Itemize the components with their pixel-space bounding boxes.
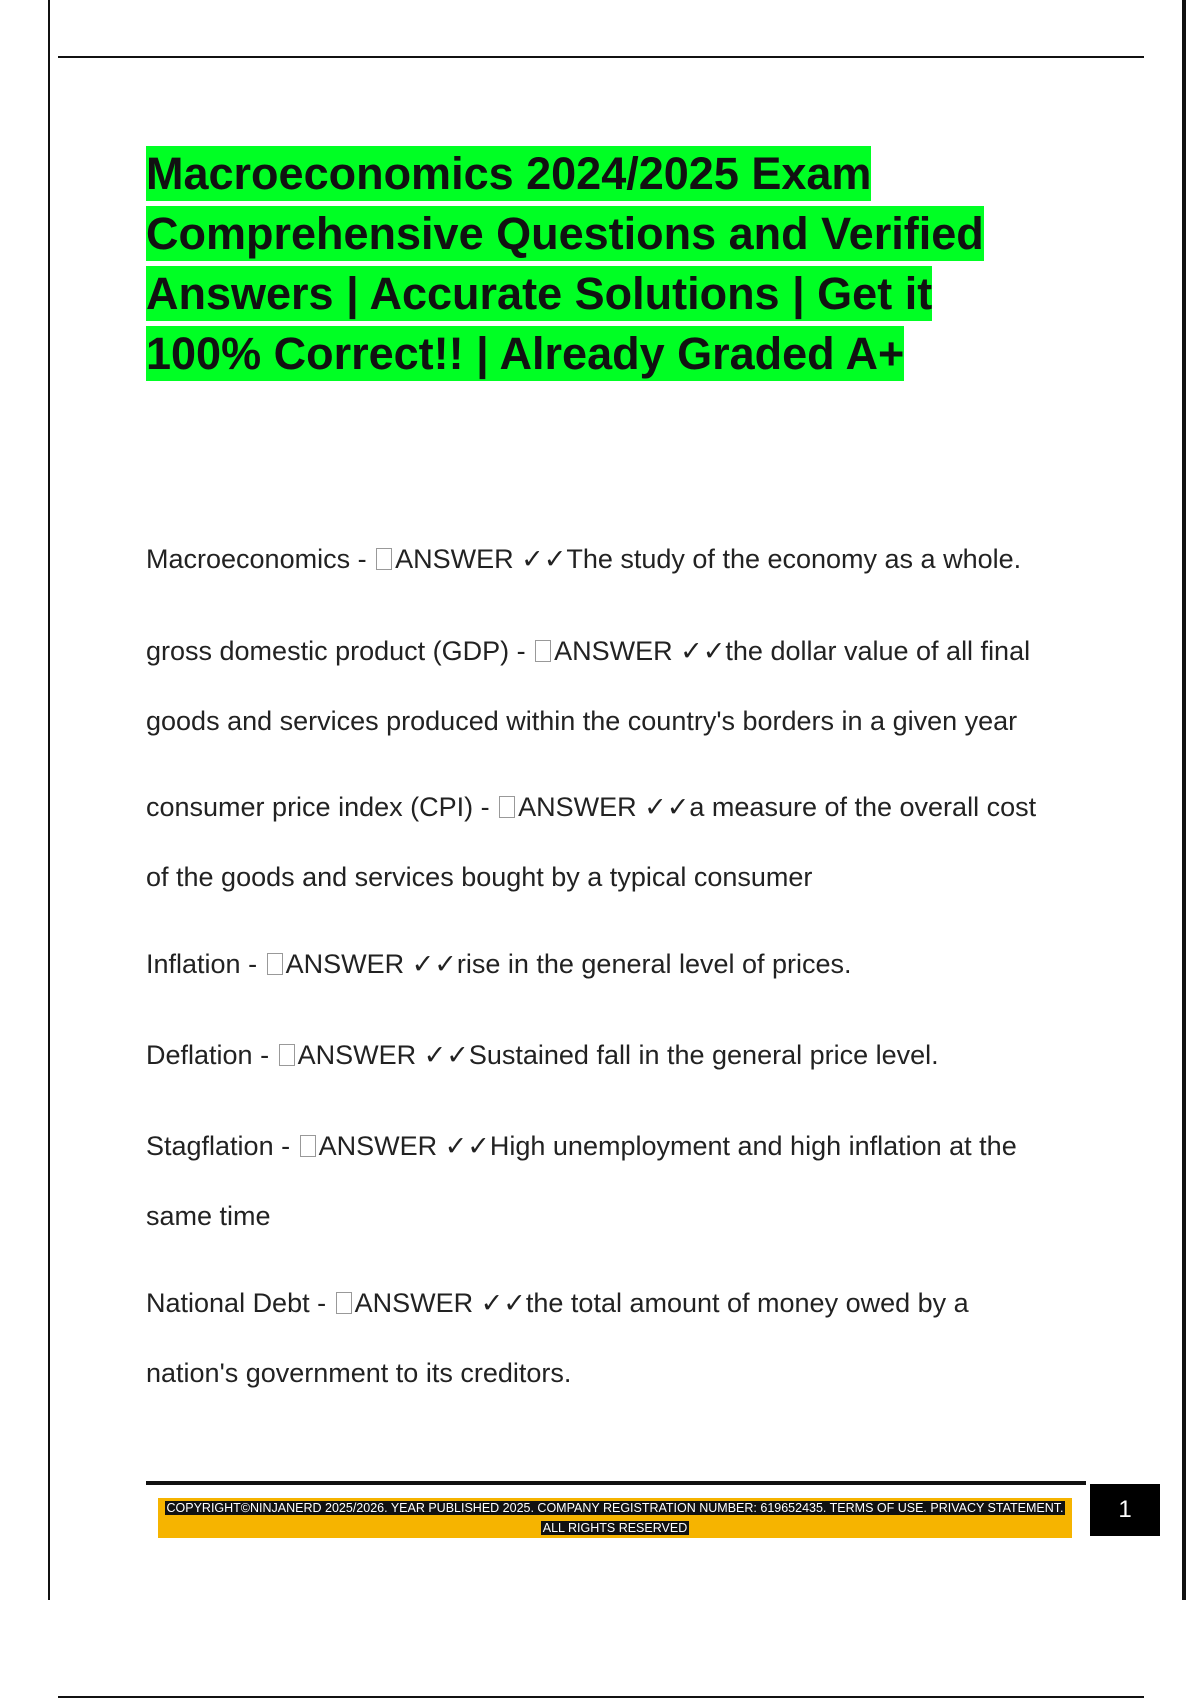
answer-label: ANSWER [518, 792, 637, 822]
qa-entry-deflation: Deflation - ANSWER ✓✓Sustained fall in the general price level. [146, 1040, 939, 1070]
title-line: 100% Correct!! | Already Graded A+ [146, 328, 905, 379]
entry-answer: High unemployment and high inflation at the [489, 1131, 1017, 1161]
qa-entry-stagflation: Stagflation - ANSWER ✓✓High unemployment and high inflation at the same time [146, 1131, 1017, 1231]
entry-term: Deflation [146, 1040, 253, 1070]
answer-label: ANSWER [554, 636, 673, 666]
entry-term: Inflation [146, 949, 241, 979]
document-title [146, 144, 1106, 384]
double-check-icon: ✓✓ [521, 544, 567, 574]
missing-glyph-icon [279, 1044, 295, 1066]
entry-answer-cont: goods and services produced within the country's borders in a given year [146, 706, 1018, 736]
qa-entry-national-debt: National Debt - ANSWER ✓✓the total amount of money owed by a nation's government to its creditors. [146, 1288, 969, 1388]
qa-entry-gdp: gross domestic product (GDP) - ANSWER ✓✓the dollar value of all final goods and services produced within the country's borders in a given year [146, 636, 1031, 736]
qa-entry-cpi: consumer price index (CPI) - ANSWER ✓✓a measure of the overall cost of the goods and services bought by a typical consumer [146, 792, 1037, 892]
entry-answer-cont: same time [146, 1201, 271, 1231]
answer-label: ANSWER [297, 1040, 417, 1070]
double-check-icon: ✓✓ [480, 1288, 526, 1318]
entry-answer: rise in the general level of prices. [456, 949, 852, 979]
qa-entry-inflation: Inflation - ANSWER ✓✓rise in the general level of prices. [146, 949, 852, 979]
entry-answer-cont: nation's government to its creditors. [146, 1358, 572, 1388]
entry-term: National Debt [146, 1288, 310, 1318]
missing-glyph-icon [300, 1135, 316, 1157]
copyright-text: COPYRIGHT©NINJANERD 2025/2026. YEAR PUBLISHED 2025. COMPANY REGISTRATION NUMBER: 619652435. TERMS OF USE. PRIVACY STATEMENT. ALL RIGHTS RESERVED [166, 1501, 1064, 1535]
entry-answer: the dollar value of all final [725, 636, 1031, 666]
missing-glyph-icon [535, 640, 551, 662]
double-check-icon: ✓✓ [644, 792, 690, 822]
answer-label: ANSWER [318, 1131, 438, 1161]
page-number: 1 [1090, 1484, 1160, 1536]
title-line: Comprehensive Questions and Verified [146, 208, 984, 259]
missing-glyph-icon [376, 548, 392, 570]
entry-term: Macroeconomics [146, 544, 351, 574]
qa-entry-macroeconomics: Macroeconomics - ANSWER ✓✓The study of the economy as a whole. [146, 544, 1022, 574]
title-line: Macroeconomics 2024/2025 Exam [146, 148, 872, 199]
page-border-right [1182, 0, 1186, 1600]
next-page-rule [58, 1696, 1144, 1698]
entry-term: Stagflation [146, 1131, 274, 1161]
entry-term: gross domestic product (GDP) [146, 636, 510, 666]
header-rule [58, 56, 1144, 58]
entry-answer-cont: of the goods and services bought by a typical consumer [146, 862, 813, 892]
double-check-icon: ✓✓ [444, 1131, 490, 1161]
entry-term: consumer price index (CPI) [146, 792, 474, 822]
entry-answer: Sustained fall in the general price level. [468, 1040, 939, 1070]
answer-label: ANSWER [285, 949, 405, 979]
entry-answer: a measure of the overall cost [689, 792, 1037, 822]
missing-glyph-icon [336, 1292, 352, 1314]
double-check-icon: ✓✓ [680, 636, 726, 666]
missing-glyph-icon [267, 953, 283, 975]
entry-answer: The study of the economy as a whole. [566, 544, 1022, 574]
footer-copyright-bar [158, 1498, 1072, 1538]
entry-answer: the total amount of money owed by a [525, 1288, 969, 1318]
answer-label: ANSWER [395, 544, 514, 574]
answer-label: ANSWER [354, 1288, 474, 1318]
footer-rule [146, 1481, 1086, 1485]
double-check-icon: ✓✓ [411, 949, 457, 979]
double-check-icon: ✓✓ [423, 1040, 469, 1070]
title-line: Answers | Accurate Solutions | Get it [146, 268, 933, 319]
missing-glyph-icon [499, 796, 515, 818]
page-border-left [48, 0, 50, 1600]
